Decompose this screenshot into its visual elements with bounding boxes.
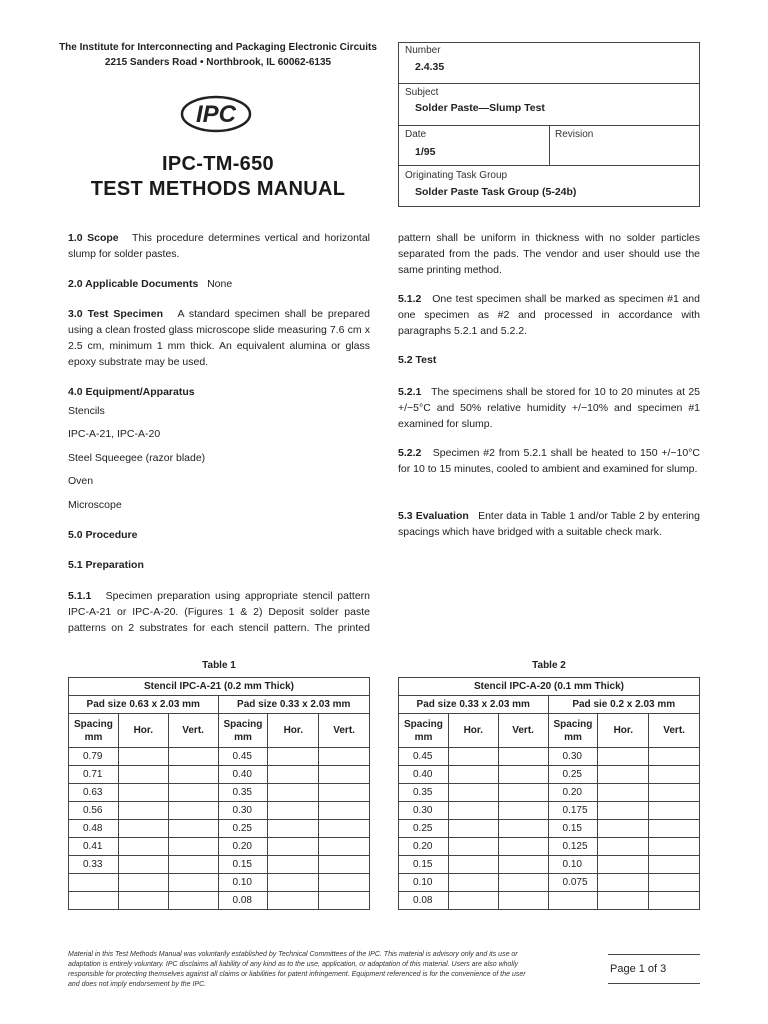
- hor-cell: [448, 856, 498, 874]
- vert-cell: [168, 874, 218, 892]
- table-row: [399, 856, 700, 874]
- equipment-item: Stencils: [68, 405, 105, 417]
- institute-address: 2215 Sanders Road • Northbrook, IL 60062-6135: [104, 57, 332, 68]
- table1-body: [69, 748, 370, 910]
- hor-cell: [118, 820, 168, 838]
- spacing-cell: 0.20: [218, 838, 268, 856]
- institute-name: The Institute for Interconnecting and Packaging Electronic Circuits: [59, 42, 377, 53]
- hor-cell: [448, 802, 498, 820]
- table-row: [399, 748, 700, 766]
- vert-cell: [168, 892, 218, 910]
- spacing-cell: 0.30: [548, 748, 598, 766]
- spacing-cell: 0.48: [69, 820, 119, 838]
- spacing-cell: 0.30: [399, 802, 449, 820]
- spacing-cell: 0.30: [218, 802, 268, 820]
- spacing-cell: 0.10: [548, 856, 598, 874]
- equipment-item: Microscope: [68, 499, 122, 511]
- vert-cell: [498, 838, 548, 856]
- paragraph-5-2-2: [398, 445, 700, 477]
- hor-cell: [268, 766, 319, 784]
- table2-col-hor: Hor.: [598, 714, 649, 748]
- manual-title-line1: IPC-TM-650: [162, 153, 274, 175]
- vert-cell: [319, 892, 370, 910]
- section-applicable-docs: [68, 276, 370, 292]
- spacing-cell: 0.40: [399, 766, 449, 784]
- test-specimen-heading: 3.0 Test Specimen: [68, 308, 164, 320]
- table-row: [399, 820, 700, 838]
- vert-cell: [649, 874, 700, 892]
- equipment-item: Oven: [68, 475, 94, 487]
- evaluation-heading: 5.3 Evaluation: [398, 510, 469, 522]
- table2-col-vert: Vert.: [498, 714, 548, 748]
- equipment-item: Steel Squeegee (razor blade): [68, 452, 206, 464]
- vert-cell: [319, 856, 370, 874]
- vert-cell: [498, 784, 548, 802]
- hor-cell: [448, 838, 498, 856]
- table-row: [69, 820, 370, 838]
- section-test-specimen: [68, 306, 370, 370]
- vert-cell: [168, 748, 218, 766]
- paragraph-5-2-2-text: Specimen #2 from 5.2.1 shall be heated to 150 +/−10°C for 10 to 15 minutes, cooled to ambient and examined for slump.: [398, 447, 700, 475]
- table1-col-hor: Hor.: [118, 714, 168, 748]
- vert-cell: [319, 874, 370, 892]
- spacing-cell: [69, 892, 119, 910]
- vert-cell: [498, 856, 548, 874]
- spacing-cell: 0.45: [218, 748, 268, 766]
- table2-col-hor: Hor.: [448, 714, 498, 748]
- hor-cell: [448, 820, 498, 838]
- task-group-label: Originating Task Group: [405, 170, 508, 181]
- hor-cell: [118, 748, 168, 766]
- table-row: [399, 802, 700, 820]
- subject-row: [399, 84, 699, 126]
- test-specimen-text: A standard specimen shall be prepared using a clean frosted glass microscope slide measuring 7.6 cm x 2.5 cm, minimum 1 mm thick. An equivalent alumina or glass epoxy substrate may be used.: [68, 308, 370, 368]
- section-test: [398, 352, 700, 368]
- evaluation-text: Enter data in Table 1 and/or Table 2 by entering spacings which have bridged with a suitable check mark.: [398, 510, 700, 538]
- table1-col-spacing: Spacing mm: [69, 714, 119, 748]
- number-row: [399, 43, 699, 84]
- table-row: [69, 874, 370, 892]
- table2: [398, 677, 700, 910]
- spacing-cell: [69, 874, 119, 892]
- spacing-cell: 0.08: [218, 892, 268, 910]
- hor-cell: [448, 748, 498, 766]
- table1-caption: Table 1: [202, 660, 236, 671]
- hor-cell: [118, 892, 168, 910]
- paragraph-5-1-2-heading: 5.1.2: [398, 293, 422, 305]
- spacing-cell: 0.15: [218, 856, 268, 874]
- applicable-docs-heading: 2.0 Applicable Documents: [68, 278, 199, 290]
- hor-cell: [268, 856, 319, 874]
- hor-cell: [118, 838, 168, 856]
- vert-cell: [498, 766, 548, 784]
- vert-cell: [649, 748, 700, 766]
- vert-cell: [498, 874, 548, 892]
- paragraph-5-2-1-heading: 5.2.1: [398, 386, 422, 398]
- section-procedure: [68, 527, 370, 543]
- page-number: Page 1 of 3: [608, 954, 700, 984]
- table1-title: Stencil IPC-A-21 (0.2 mm Thick): [69, 678, 370, 696]
- hor-cell: [118, 874, 168, 892]
- revision-label: Revision: [555, 129, 594, 140]
- spacing-cell: 0.15: [548, 820, 598, 838]
- vert-cell: [168, 784, 218, 802]
- task-group-value: Solder Paste Task Group (5-24b): [415, 186, 577, 198]
- paragraph-5-1-2: [398, 291, 700, 339]
- table-row: [69, 892, 370, 910]
- hor-cell: [268, 820, 319, 838]
- hor-cell: [448, 784, 498, 802]
- table-row: [399, 784, 700, 802]
- vert-cell: [649, 802, 700, 820]
- spacing-cell: 0.25: [399, 820, 449, 838]
- scope-text: This procedure determines vertical and horizontal slump for solder pastes.: [68, 232, 371, 260]
- hor-cell: [598, 820, 649, 838]
- manual-title-line2: TEST METHODS MANUAL: [90, 178, 346, 200]
- vert-cell: [498, 892, 548, 910]
- spacing-cell: 0.45: [399, 748, 449, 766]
- table2-title: Stencil IPC-A-20 (0.1 mm Thick): [399, 678, 700, 696]
- institute-header: [40, 40, 396, 70]
- table2-pad-b: Pad sie 0.2 x 2.03 mm: [548, 696, 700, 714]
- subject-label: Subject: [405, 87, 439, 98]
- spacing-cell: 0.40: [218, 766, 268, 784]
- vert-cell: [649, 838, 700, 856]
- paragraph-5-2-2-heading: 5.2.2: [398, 447, 422, 459]
- hor-cell: [448, 874, 498, 892]
- vert-cell: [319, 784, 370, 802]
- vert-cell: [319, 838, 370, 856]
- spacing-cell: 0.35: [218, 784, 268, 802]
- spacing-cell: 0.71: [69, 766, 119, 784]
- hor-cell: [598, 802, 649, 820]
- spacing-cell: 0.20: [399, 838, 449, 856]
- paragraph-5-1-1-continued: [398, 230, 700, 278]
- vert-cell: [649, 766, 700, 784]
- hor-cell: [598, 748, 649, 766]
- table1: [68, 677, 370, 910]
- table1-pad-a: Pad size 0.63 x 2.03 mm: [69, 696, 219, 714]
- table-row: [69, 838, 370, 856]
- table-row: [399, 838, 700, 856]
- hor-cell: [118, 766, 168, 784]
- table-row: [69, 766, 370, 784]
- vert-cell: [319, 820, 370, 838]
- vert-cell: [649, 892, 700, 910]
- table-row: [69, 784, 370, 802]
- task-group-row: [399, 166, 699, 207]
- section-preparation: [68, 557, 370, 573]
- hor-cell: [118, 856, 168, 874]
- ipc-logo-icon: [180, 94, 252, 134]
- svg-text:IPC: IPC: [195, 101, 237, 128]
- vert-cell: [649, 856, 700, 874]
- spacing-cell: 0.63: [69, 784, 119, 802]
- spacing-cell: 0.15: [399, 856, 449, 874]
- spacing-cell: 0.125: [548, 838, 598, 856]
- number-label: Number: [405, 45, 441, 56]
- vert-cell: [319, 748, 370, 766]
- paragraph-5-1-1-heading: 5.1.1: [68, 590, 92, 602]
- equipment-item: IPC-A-21, IPC-A-20: [68, 428, 161, 440]
- table-row: [399, 892, 700, 910]
- preparation-heading: 5.1 Preparation: [68, 559, 144, 571]
- hor-cell: [118, 802, 168, 820]
- manual-title: [40, 152, 396, 202]
- spacing-cell: 0.25: [218, 820, 268, 838]
- footer-disclaimer: Material in this Test Methods Manual was voluntarily established by Technical Committees of the IPC. This material is advisory only and its use or adaptation is entirely voluntary. IPC disclaims all liability of any kind as to the use, application, or adaptation of this material. Users are also wholly responsible for protecting themselves against all claims or liabilities for patent infringement. Equipment referenced is for the convenience of the user and does not imply endorsement by the IPC.: [68, 951, 526, 988]
- hor-cell: [268, 748, 319, 766]
- table-row: [69, 748, 370, 766]
- spacing-cell: 0.41: [69, 838, 119, 856]
- date-value: 1/95: [415, 146, 436, 158]
- paragraph-5-1-1-part1: [68, 588, 370, 636]
- table-row: [69, 856, 370, 874]
- table2-body: [399, 748, 700, 910]
- vert-cell: [649, 820, 700, 838]
- paragraph-5-1-1-text: Specimen preparation using appropriate stencil pattern IPC-A-21 or IPC-A-20. (Figures 1 & 2) Deposit solder paste patterns on 2 substrates for each stencil pattern. The printed: [68, 590, 370, 634]
- vert-cell: [168, 838, 218, 856]
- table2-pad-a: Pad size 0.33 x 2.03 mm: [399, 696, 549, 714]
- vert-cell: [168, 802, 218, 820]
- vert-cell: [319, 766, 370, 784]
- table1-col-vert: Vert.: [168, 714, 218, 748]
- ipc-logo: [180, 94, 252, 134]
- paragraph-5-1-1-text: pattern shall be uniform in thickness with no solder particles separated from the pads. The vendor and user should use the same printing method.: [398, 232, 700, 276]
- hor-cell: [448, 892, 498, 910]
- number-value: 2.4.35: [415, 61, 445, 73]
- section-scope: [68, 230, 370, 262]
- spacing-cell: 0.075: [548, 874, 598, 892]
- subject-value: Solder Paste—Slump Test: [415, 102, 545, 114]
- vert-cell: [168, 766, 218, 784]
- table-row: [399, 766, 700, 784]
- spacing-cell: 0.79: [69, 748, 119, 766]
- hor-cell: [268, 892, 319, 910]
- spacing-cell: 0.56: [69, 802, 119, 820]
- spacing-cell: 0.175: [548, 802, 598, 820]
- table1-pad-b: Pad size 0.33 x 2.03 mm: [218, 696, 370, 714]
- hor-cell: [598, 784, 649, 802]
- date-row: [399, 126, 699, 166]
- vert-cell: [498, 820, 548, 838]
- spacing-cell: 0.10: [218, 874, 268, 892]
- vert-cell: [498, 802, 548, 820]
- spacing-cell: 0.08: [399, 892, 449, 910]
- spacing-cell: [548, 892, 598, 910]
- scope-heading: 1.0 Scope: [68, 232, 119, 244]
- table2-col-spacing: Spacing mm: [548, 714, 598, 748]
- applicable-docs-text: None: [207, 278, 233, 290]
- spacing-cell: 0.10: [399, 874, 449, 892]
- hor-cell: [598, 856, 649, 874]
- section-evaluation: [398, 508, 700, 540]
- date-revision-divider: [549, 126, 550, 165]
- spacing-cell: 0.33: [69, 856, 119, 874]
- table1-col-spacing: Spacing mm: [218, 714, 268, 748]
- hor-cell: [268, 874, 319, 892]
- vert-cell: [649, 784, 700, 802]
- spacing-cell: 0.20: [548, 784, 598, 802]
- paragraph-5-2-1: [398, 384, 700, 432]
- hor-cell: [598, 766, 649, 784]
- vert-cell: [319, 802, 370, 820]
- vert-cell: [168, 856, 218, 874]
- document-info-box: [398, 42, 700, 207]
- table2-col-spacing: Spacing mm: [399, 714, 449, 748]
- table2-col-vert: Vert.: [649, 714, 700, 748]
- table2-caption: Table 2: [532, 660, 566, 671]
- table-row: [69, 802, 370, 820]
- table-row: [399, 874, 700, 892]
- vert-cell: [498, 748, 548, 766]
- spacing-cell: 0.25: [548, 766, 598, 784]
- table1-col-vert: Vert.: [319, 714, 370, 748]
- equipment-heading: 4.0 Equipment/Apparatus: [68, 386, 195, 398]
- section-equipment: [68, 384, 370, 400]
- hor-cell: [448, 766, 498, 784]
- hor-cell: [118, 784, 168, 802]
- date-label: Date: [405, 129, 427, 140]
- hor-cell: [268, 838, 319, 856]
- hor-cell: [598, 892, 649, 910]
- hor-cell: [598, 874, 649, 892]
- spacing-cell: 0.35: [399, 784, 449, 802]
- vert-cell: [168, 820, 218, 838]
- test-heading: 5.2 Test: [398, 354, 437, 366]
- paragraph-5-1-2-text: One test specimen shall be marked as specimen #1 and one specimen as #2 and processed in accordance with paragraphs 5.2.1 and 5.2.2.: [398, 293, 700, 337]
- paragraph-5-2-1-text: The specimens shall be stored for 10 to 20 minutes at 25 +/−5°C and 50% relative humidity +/−10% and specimen #1 examined for slump.: [398, 386, 700, 430]
- procedure-heading: 5.0 Procedure: [68, 529, 138, 541]
- hor-cell: [268, 784, 319, 802]
- hor-cell: [268, 802, 319, 820]
- table1-col-hor: Hor.: [268, 714, 319, 748]
- hor-cell: [598, 838, 649, 856]
